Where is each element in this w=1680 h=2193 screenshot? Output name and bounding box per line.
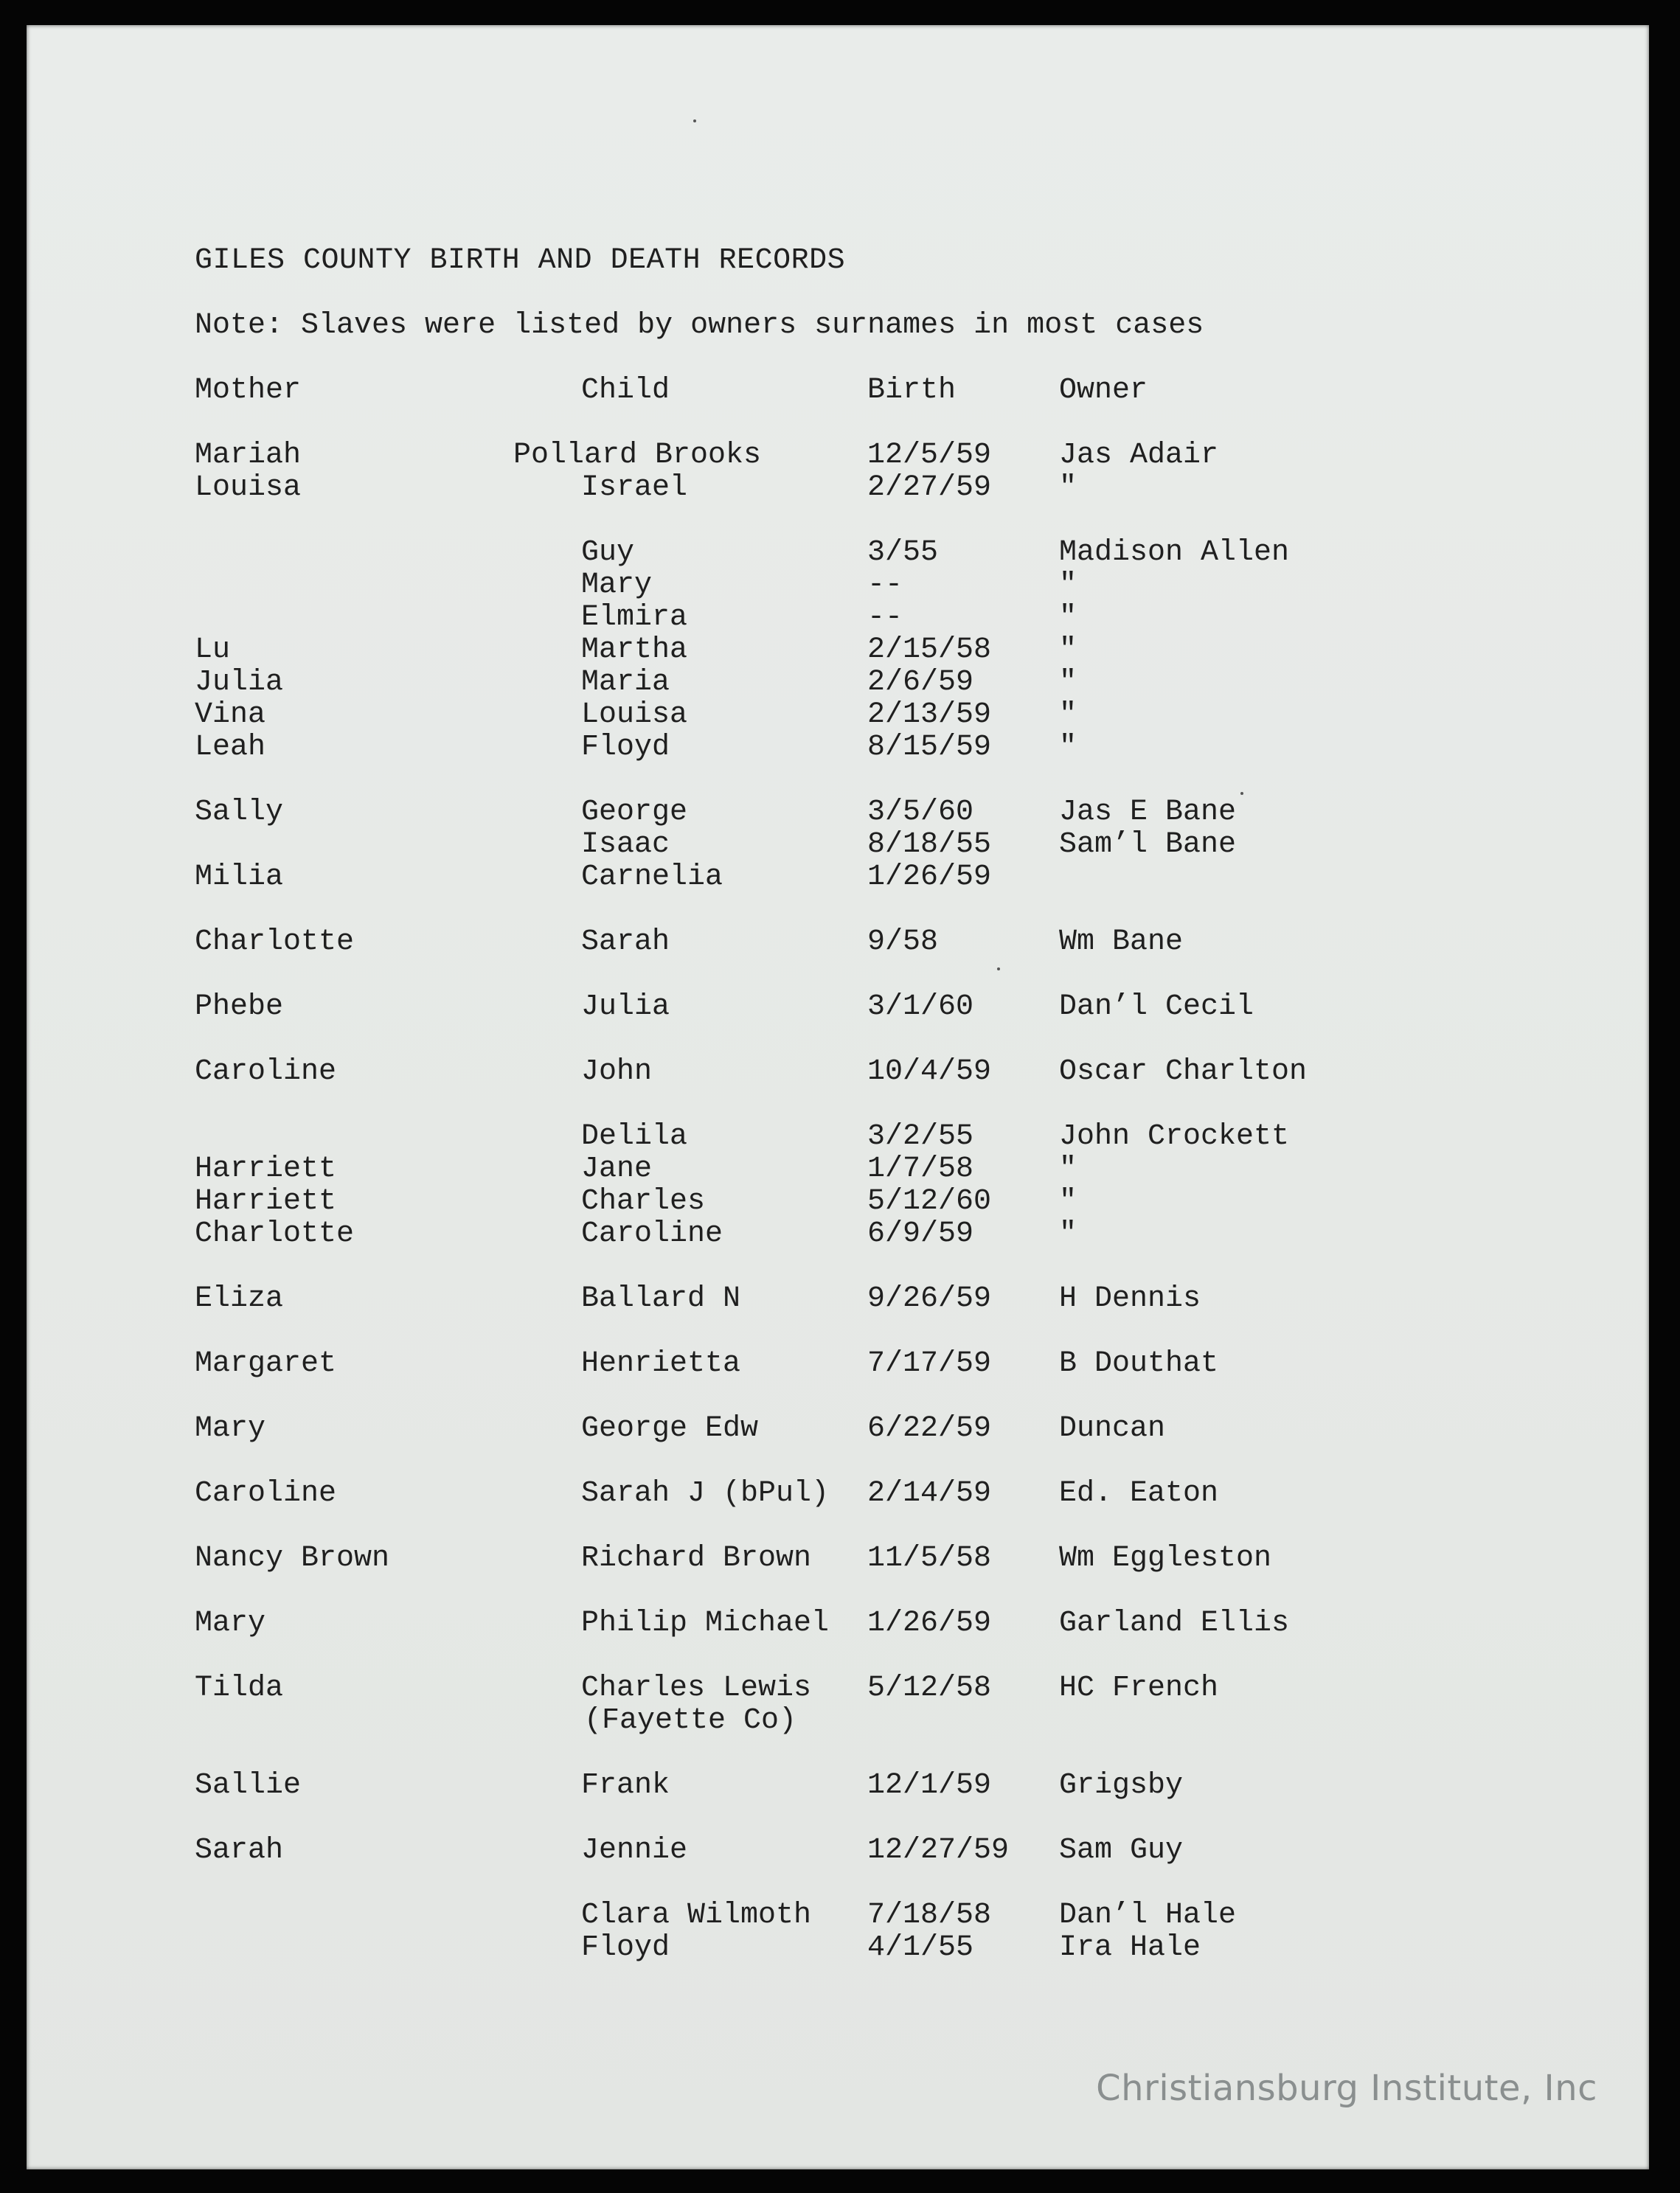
record-mother: Margaret — [195, 1347, 337, 1380]
record-owner: Ed. Eaton — [1059, 1477, 1219, 1510]
record-child: Elmira — [581, 601, 688, 634]
record-child: Caroline — [581, 1217, 723, 1251]
record-birth: 6/22/59 — [867, 1412, 992, 1445]
record-birth: 2/6/59 — [867, 666, 974, 699]
record-mother: Harriett — [195, 1185, 337, 1218]
record-mother: Mariah — [195, 439, 302, 472]
record-mother: Tilda — [195, 1672, 284, 1705]
record-birth: 10/4/59 — [867, 1055, 992, 1088]
record-owner: Oscar Charlton — [1059, 1055, 1308, 1088]
record-child: Mary — [581, 569, 653, 602]
record-birth: -- — [867, 601, 903, 634]
record-owner: Sam Guy — [1059, 1834, 1184, 1867]
record-mother: Caroline — [195, 1055, 337, 1088]
record-owner: Wm Eggleston — [1059, 1542, 1272, 1575]
record-mother: Phebe — [195, 990, 284, 1023]
record-child: Carnelia — [581, 861, 723, 894]
record-mother: Nancy Brown — [195, 1542, 390, 1575]
record-birth: 6/9/59 — [867, 1217, 974, 1251]
header-owner: Owner — [1059, 374, 1148, 407]
record-mother: Harriett — [195, 1153, 337, 1186]
record-mother: Sarah — [195, 1834, 284, 1867]
record-mother: Leah — [195, 731, 266, 764]
record-mother: Julia — [195, 666, 284, 699]
header-birth: Birth — [867, 374, 957, 407]
record-birth: 7/18/58 — [867, 1899, 992, 1932]
record-birth: 12/5/59 — [867, 439, 992, 472]
record-owner: " — [1059, 666, 1077, 699]
record-owner: Dan’l Cecil — [1059, 990, 1254, 1023]
record-child: John — [581, 1055, 653, 1088]
record-child: Henrietta — [581, 1347, 741, 1380]
record-birth: 2/27/59 — [867, 471, 992, 504]
record-mother: Milia — [195, 861, 284, 894]
record-owner: " — [1059, 731, 1077, 764]
record-owner: Jas Adair — [1059, 439, 1219, 472]
record-child: Philip Michael — [581, 1607, 830, 1640]
record-mother: Charlotte — [195, 925, 355, 959]
record-child: Sarah J (bPul) — [581, 1477, 830, 1510]
record-owner: HC French — [1059, 1672, 1219, 1705]
record-birth: 1/26/59 — [867, 861, 992, 894]
record-owner: Garland Ellis — [1059, 1607, 1290, 1640]
record-owner: " — [1059, 471, 1077, 504]
record-child: George Edw — [581, 1412, 759, 1445]
record-birth: 9/58 — [867, 925, 939, 959]
record-mother: Louisa — [195, 471, 302, 504]
record-owner: Jas E Bane — [1059, 796, 1237, 829]
record-birth: 8/15/59 — [867, 731, 992, 764]
record-child: Floyd — [581, 731, 670, 764]
record-birth: 3/2/55 — [867, 1120, 974, 1153]
paper-speck — [997, 967, 1000, 970]
record-owner: Sam’l Bane — [1059, 828, 1237, 861]
watermark: Christiansburg Institute, Inc — [1096, 2068, 1597, 2109]
record-child: Delila — [581, 1120, 688, 1153]
document-note: Note: Slaves were listed by owners surnames in most cases — [195, 309, 1204, 342]
record-birth: 5/12/58 — [867, 1672, 992, 1705]
paper-speck — [693, 119, 696, 122]
record-birth: 12/1/59 — [867, 1769, 992, 1802]
record-birth: 1/7/58 — [867, 1153, 974, 1186]
record-birth: 4/1/55 — [867, 1931, 974, 1964]
record-owner: Dan’l Hale — [1059, 1899, 1237, 1932]
record-birth: 3/1/60 — [867, 990, 974, 1023]
record-mother: Eliza — [195, 1282, 284, 1316]
record-owner: " — [1059, 698, 1077, 731]
record-mother: Mary — [195, 1607, 266, 1640]
record-child: George — [581, 796, 688, 829]
record-child: Jennie — [581, 1834, 688, 1867]
record-child: Ballard N — [581, 1282, 741, 1316]
record-mother: Sallie — [195, 1769, 302, 1802]
record-birth: 12/27/59 — [867, 1834, 1010, 1867]
record-owner: Madison Allen — [1059, 536, 1290, 569]
record-owner: Grigsby — [1059, 1769, 1184, 1802]
record-birth: 7/17/59 — [867, 1347, 992, 1380]
record-child: Sarah — [581, 925, 670, 959]
record-child: Louisa — [581, 698, 688, 731]
record-mother: Sally — [195, 796, 284, 829]
record-mother: Lu — [195, 633, 231, 667]
record-mother: Vina — [195, 698, 266, 731]
record-child: Israel — [581, 471, 688, 504]
record-birth: 3/5/60 — [867, 796, 974, 829]
record-child: Richard Brown — [581, 1542, 812, 1575]
record-birth: 9/26/59 — [867, 1282, 992, 1316]
record-child: Pollard Brooks — [513, 439, 762, 472]
record-child-note: (Fayette Co) — [584, 1704, 797, 1737]
header-mother: Mother — [195, 374, 302, 407]
record-birth: 1/26/59 — [867, 1607, 992, 1640]
record-child: Clara Wilmoth — [581, 1899, 812, 1932]
record-owner: " — [1059, 1185, 1077, 1218]
record-birth: -- — [867, 569, 903, 602]
record-owner: " — [1059, 601, 1077, 634]
record-mother: Mary — [195, 1412, 266, 1445]
record-birth: 2/15/58 — [867, 633, 992, 667]
record-child: Guy — [581, 536, 635, 569]
record-child: Charles Lewis — [581, 1672, 812, 1705]
record-owner: Wm Bane — [1059, 925, 1184, 959]
record-child: Charles — [581, 1185, 706, 1218]
record-birth: 2/13/59 — [867, 698, 992, 731]
document-title: GILES COUNTY BIRTH AND DEATH RECORDS — [195, 244, 846, 277]
record-child: Julia — [581, 990, 670, 1023]
record-birth: 8/18/55 — [867, 828, 992, 861]
record-child: Martha — [581, 633, 688, 667]
record-mother: Charlotte — [195, 1217, 355, 1251]
record-child: Isaac — [581, 828, 670, 861]
record-child: Jane — [581, 1153, 653, 1186]
record-owner: John Crockett — [1059, 1120, 1290, 1153]
record-owner: " — [1059, 1217, 1077, 1251]
record-birth: 5/12/60 — [867, 1185, 992, 1218]
record-child: Frank — [581, 1769, 670, 1802]
record-birth: 2/14/59 — [867, 1477, 992, 1510]
record-owner: " — [1059, 633, 1077, 667]
paper-speck — [1240, 792, 1243, 795]
record-owner: " — [1059, 569, 1077, 602]
record-owner: B Douthat — [1059, 1347, 1219, 1380]
record-child: Maria — [581, 666, 670, 699]
record-owner: H Dennis — [1059, 1282, 1201, 1316]
record-owner: Duncan — [1059, 1412, 1166, 1445]
header-child: Child — [581, 374, 670, 407]
record-owner: Ira Hale — [1059, 1931, 1201, 1964]
record-birth: 3/55 — [867, 536, 939, 569]
record-birth: 11/5/58 — [867, 1542, 992, 1575]
record-mother: Caroline — [195, 1477, 337, 1510]
record-child: Floyd — [581, 1931, 670, 1964]
record-owner: " — [1059, 1153, 1077, 1186]
